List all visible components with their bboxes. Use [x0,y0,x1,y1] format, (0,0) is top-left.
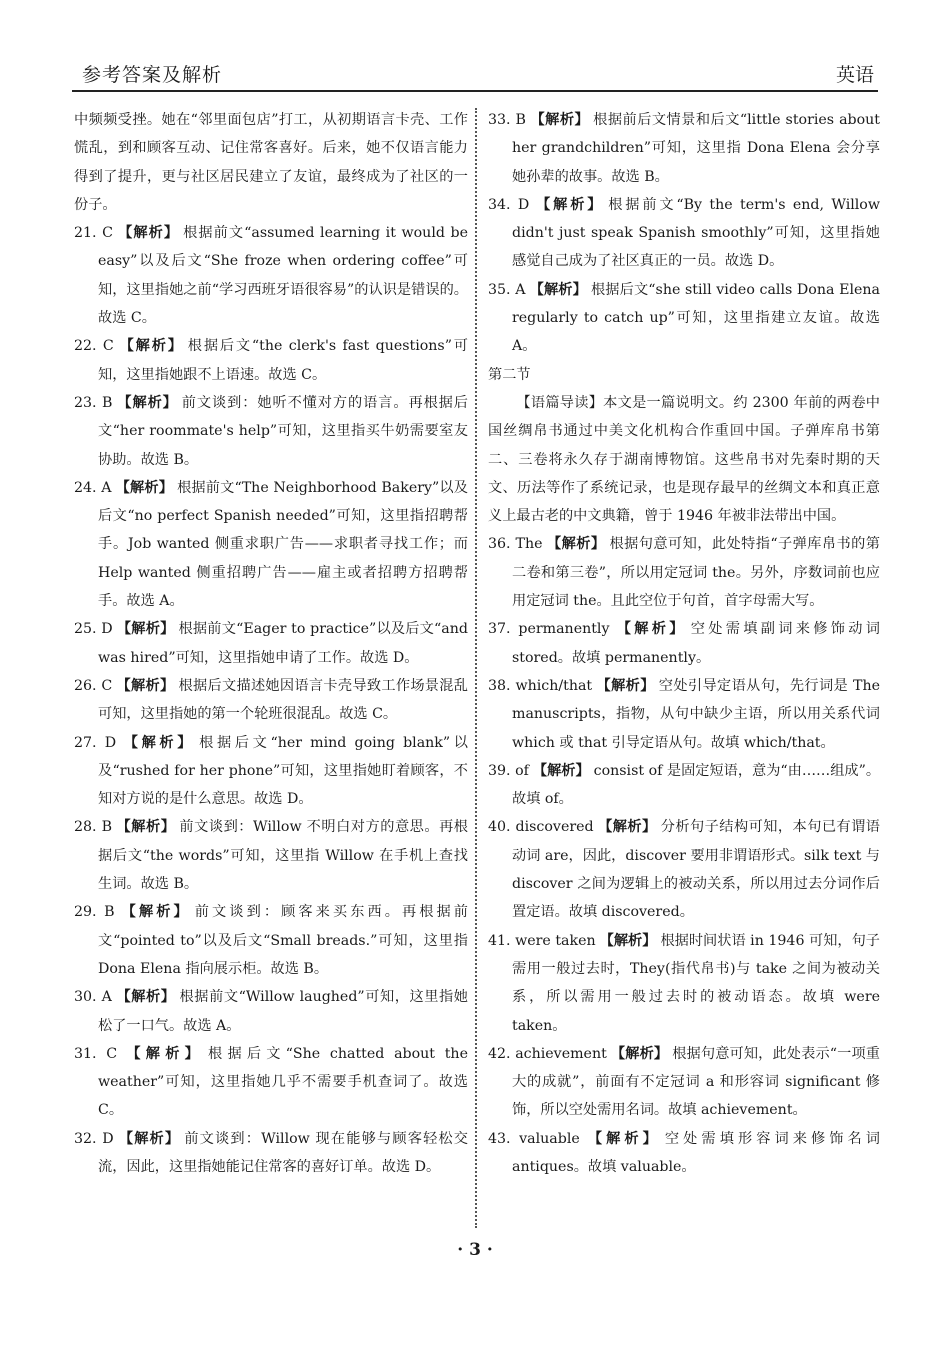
analysis-tag: 【解析】 [117,338,184,355]
analysis-tag: 【解析】 [599,932,657,949]
analysis-text: 根据句意可知，此处特指“子弹库帛书的第二卷和第三卷”，所以用定冠词 the。另外，序数词前也应用定冠词 the。且此空位于句首，首字母需大写。 [512,536,880,610]
answer-number: 33. B [488,112,526,128]
answer-item [488,672,880,757]
analysis-text: 根据后文“the clerk's fast questions”可知，这里指她跟不上语速。故选 C。 [98,338,468,383]
analysis-text: 前文谈到：Willow 现在能够与顾客轻松交流，因此，这里指她能记住常客的喜好订单。故选 D。 [98,1130,468,1175]
analysis-tag: 【解析】 [121,1045,205,1062]
answer-list-right-top [488,106,880,361]
analysis-text: 根据后文描述她因语言卡壳导致工作场景混乱可知，这里指她的第一个轮班很混乱。故选 C。 [98,677,468,723]
answer-number: 42. achievement [488,1045,607,1062]
answer-item [488,276,880,361]
analysis-tag: 【解析】 [529,112,590,128]
analysis-tag: 【解析】 [117,1130,181,1147]
analysis-text: 根据前文“assumed learning it would be easy”以及后文“She froze when ordering coffee”可知，这里指她之前“学习西班牙语很容易”的认识是错误的。故选 C。 [98,225,468,327]
answer-number: 43. valuable [488,1130,580,1147]
left-column [74,106,468,1181]
analysis-tag: 【解析】 [116,621,175,638]
page-number: · 3 · [457,1240,493,1260]
answer-number: 35. A [488,281,526,298]
answer-number: 38. which/that [488,677,593,694]
answer-number: 28. B [74,819,113,836]
answer-number: 26. C [74,677,113,694]
answer-item [74,1125,468,1182]
analysis-tag: 【解析】 [116,677,175,694]
analysis-tag: 【解析】 [120,734,196,751]
answer-number: 29. B [74,904,115,921]
answer-item [74,219,468,332]
answer-item [74,332,468,389]
analysis-text: 前文谈到：顾客来买东西。再根据前文“pointed to”以及后文“Small breads.”可知，这里指 Dona Elena 指向展示柜。故选 B。 [98,904,468,977]
answer-item [488,615,880,672]
answer-list-left [74,219,468,1181]
analysis-tag: 【解析】 [529,281,587,298]
page-header [72,56,878,92]
analysis-text: 前文谈到：Willow 不明白对方的意思。再根据后文“the words”可知，这里指 Willow 在手机上查找生词。故选 B。 [98,819,468,893]
right-column [488,106,880,1181]
answer-item [74,983,468,1040]
passage-summary-continued: 中频频受挫。她在“邻里面包店”打工，从初期语言卡壳、工作慌乱，到和顾客互动、记住常客喜好。后来，她不仅语言能力得到了提升，更与社区居民建立了友谊，最终成为了社区的一份子。 [74,112,468,213]
answer-number: 25. D [74,621,113,638]
answer-number: 23. B [74,394,113,411]
answer-number: 34. D [488,196,530,213]
analysis-text: 空处需填形容词来修饰名词 antiques。故填 valuable。 [512,1130,880,1175]
analysis-tag: 【解析】 [115,989,176,1006]
answer-number: 32. D [74,1130,114,1147]
answer-number: 37. permanently [488,621,610,638]
answer-item [74,474,468,615]
analysis-tag: 【解析】 [597,819,657,836]
answer-item [74,729,468,814]
analysis-text: 根据前后文情景和后文“little stories about her grandchildren”可知，这里指 Dona Elena 会分享她孙辈的故事。故选 B。 [512,112,880,185]
analysis-tag: 【解析】 [117,225,180,242]
analysis-text: 根据前文“Eager to practice”以及后文“and was hired”可知，这里指她申请了工作。故选 D。 [98,621,468,666]
analysis-tag: 【解析】 [610,1045,669,1062]
answer-item [74,672,468,729]
answer-number: 36. The [488,536,543,553]
answer-number: 31. C [74,1045,118,1062]
column-divider [475,108,477,1228]
answer-number: 40. discovered [488,819,594,836]
analysis-text: 根据后文“her mind going blank”以及“rushed for her phone”可知，这里指她盯着顾客，不知对方说的是什么意思。故选 D。 [98,734,468,808]
analysis-text: 空处引导定语从句，先行词是 The manuscripts，指物，从句中缺少主语，所以用关系代词 which 或 that 引导定语从句。故填 which/that。 [512,677,880,751]
answer-item [488,1125,880,1182]
answer-item [488,813,880,926]
analysis-text: 根据前文“Willow laughed”可知，这里指她松了一口气。故选 A。 [98,989,468,1034]
answer-item [74,389,468,474]
header-subject: 英语 [835,64,874,86]
analysis-tag: 【解析】 [613,621,687,638]
answer-item [488,530,880,615]
answer-number: 22. C [74,338,114,355]
analysis-text: 根据句意可知，此处表示“一项重大的成就”，前面有不定冠词 a 和形容词 significant 修饰，所以空处需用名词。故填 achievement。 [512,1045,880,1119]
analysis-tag: 【解析】 [596,677,655,694]
answer-number: 39. of [488,762,529,779]
section-title: 第二节 [488,366,531,383]
analysis-text: consist of 是固定短语，意为“由……组成”。故填 of。 [512,762,881,808]
analysis-text: 根据前文“The Neighborhood Bakery”以及后文“no perfect Spanish needed”可知，这里指招聘帮手。Job wanted 侧重求职广告——求职者寻找工作；而 Help wanted 侧重招聘广告——雇主或者招聘方招聘帮手。故选 A。 [98,479,468,610]
analysis-tag: 【解析】 [532,762,590,779]
answer-item [488,927,880,1040]
analysis-text: 根据时间状语 in 1946 可知，句子需用一般过去时，They(指代帛书)与 take 之间为被动关系，所以需用一般过去时的被动语态。故填 were taken。 [512,932,880,1034]
answer-number: 30. A [74,989,112,1006]
analysis-text: 分析句子结构可知，本句已有谓语动词 are，因此，discover 要用非谓语形式。silk text 与 discover 之间为逻辑上的被动关系，所以用过去分词作后置定语。故填 discovered。 [512,819,880,921]
analysis-tag: 【解析】 [533,196,605,213]
answer-number: 27. D [74,734,117,751]
analysis-tag: 【解析】 [546,536,606,553]
analysis-tag: 【解析】 [116,819,176,836]
answer-number: 21. C [74,225,113,242]
analysis-text: 根据前文“By the term's end, Willow didn't just speak Spanish smoothly”可知，这里指她感觉自己成为了社区真正的一员。故选 D。 [512,196,880,270]
answer-item [488,191,880,276]
analysis-tag: 【解析】 [115,479,174,496]
answer-item [74,615,468,672]
analysis-text: 根据后文“she still video calls Dona Elena regularly to catch up”可知，这里指建立友谊。故选 A。 [512,281,880,355]
analysis-text: 空处需填副词来修饰动词 stored。故填 permanently。 [512,621,880,666]
analysis-tag: 【解析】 [116,394,178,411]
answer-item [488,106,880,191]
header-title: 参考答案及解析 [82,64,223,86]
analysis-text: 根据后文“She chatted about the weather”可知，这里指她几乎不需要手机查词了。故选 C。 [98,1045,468,1119]
analysis-text: 前文谈到：她听不懂对方的语言。再根据后文“her roommate's help”可知，这里指买牛奶需要室友协助。故选 B。 [98,394,468,468]
analysis-tag: 【解析】 [583,1130,661,1147]
answer-item [488,757,880,814]
answer-item [488,1040,880,1125]
answer-number: 24. A [74,479,112,496]
passage-guide: 【语篇导读】本文是一篇说明文。约 2300 年前的两卷中国丝绸帛书通过中美文化机构合作重回中国。子弹库帛书第二、三卷将永久存于湖南博物馆。这些帛书对先秦时期的天文、历法等作了系统记录，也是现存最早的丝绸文本和真正意义上最古老的中文典籍，曾于 1946 年被非法带出中国。 [488,394,880,525]
answer-item [74,898,468,983]
answer-item [74,1040,468,1125]
analysis-tag: 【解析】 [118,904,191,921]
answer-number: 41. were taken [488,932,596,949]
answer-item [74,813,468,898]
answer-list-right-bottom [488,530,880,1181]
